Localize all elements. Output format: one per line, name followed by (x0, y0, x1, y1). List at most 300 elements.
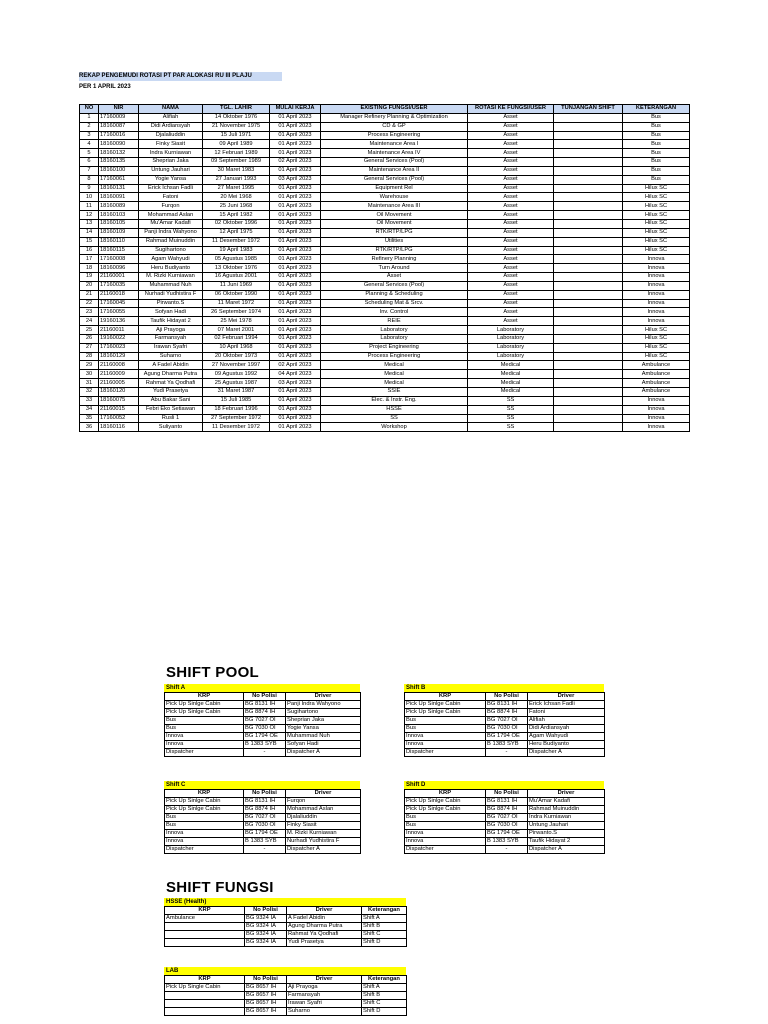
table-cell: Suharno (287, 1008, 362, 1016)
table-cell: Bus (405, 725, 486, 733)
table-cell: 01 April 2023 (270, 343, 321, 352)
table-cell: 18160116 (99, 423, 139, 432)
lab-body (165, 984, 407, 1016)
table-cell: 09 April 1989 (203, 140, 270, 149)
table-cell: 25 (80, 326, 99, 335)
table-cell: Innova (623, 255, 690, 264)
table-row (405, 822, 605, 830)
table-cell: 21160015 (99, 405, 139, 414)
table-cell: - (486, 749, 528, 757)
table-cell: Irawan Syafri (287, 1000, 362, 1008)
table-cell (554, 370, 623, 379)
table-cell: Scheduling Mat & Srcv. (321, 299, 468, 308)
table-cell: 04 April 2023 (270, 370, 321, 379)
table-row (165, 1008, 407, 1016)
table-cell: 01 April 2023 (270, 326, 321, 335)
table-cell: Pick Up Sinlge Cabin (165, 798, 244, 806)
table-cell: 29 (80, 361, 99, 370)
table-cell: Bus (165, 822, 244, 830)
table-cell: BG 1794 OE (486, 733, 528, 741)
shift-d-block (404, 781, 604, 854)
table-cell: Sugihartono (286, 709, 361, 717)
table-cell: Hilux SC (623, 193, 690, 202)
table-cell: 01 April 2023 (270, 423, 321, 432)
table-cell: 17160009 (99, 113, 139, 122)
table-cell: BG 9324 IA (245, 931, 287, 939)
table-cell: 3 (80, 131, 99, 140)
table-cell: Workshop (321, 423, 468, 432)
table-cell: 6 (80, 158, 99, 167)
hsse-body (165, 915, 407, 947)
table-cell: 24 (80, 317, 99, 326)
column-header: KRP (405, 790, 486, 798)
table-header-row (165, 976, 407, 984)
table-cell: 4 (80, 140, 99, 149)
table-cell: 10 April 1968 (203, 343, 270, 352)
table-cell: Innova (623, 414, 690, 423)
table-row (80, 334, 690, 343)
table-cell: Innova (405, 733, 486, 741)
table-cell: Asset (468, 166, 554, 175)
table-cell: BG 9324 IA (245, 923, 287, 931)
table-cell: Bus (623, 131, 690, 140)
table-cell: Erick Ichsan Fadli (139, 184, 203, 193)
table-cell: BG 7030 OI (486, 725, 528, 733)
table-cell: Asset (468, 140, 554, 149)
table-cell (165, 1008, 245, 1016)
table-cell: 27 November 1997 (203, 361, 270, 370)
table-cell: Sofyan Hadi (139, 308, 203, 317)
table-cell: Nurhadi Yudhistira F (286, 838, 361, 846)
table-cell: A Fadel Abidin (287, 915, 362, 923)
table-cell: Sheprian Jaka (286, 717, 361, 725)
table-cell (554, 184, 623, 193)
table-cell: Medical (468, 370, 554, 379)
table-row (405, 701, 605, 709)
table-cell: 18160109 (99, 228, 139, 237)
table-row (165, 741, 361, 749)
table-cell: Fatoni (139, 193, 203, 202)
table-cell: Manager Refinery Planning & Optimization (321, 113, 468, 122)
table-cell: 11 Maret 1972 (203, 299, 270, 308)
table-cell: Asset (468, 299, 554, 308)
table-cell: Erick Ichsan Fadli (528, 701, 605, 709)
table-cell (165, 923, 245, 931)
table-cell: REIE (321, 317, 468, 326)
table-cell (554, 113, 623, 122)
table-cell: Pirwanto.S (528, 830, 605, 838)
table-cell: 20 Mei 1968 (203, 193, 270, 202)
table-cell: Dispatcher (165, 749, 244, 757)
table-row (80, 379, 690, 388)
table-cell: Sugihartono (139, 246, 203, 255)
table-cell: Ambulance (165, 915, 245, 923)
table-cell: Furqon (286, 798, 361, 806)
table-cell: 8 (80, 175, 99, 184)
table-cell: Bus (165, 814, 244, 822)
table-cell: Laboratory (468, 334, 554, 343)
lab-table (164, 975, 407, 1016)
table-row (80, 361, 690, 370)
table-cell: Mohammad Aslan (139, 211, 203, 220)
table-cell: 01 April 2023 (270, 140, 321, 149)
table-row (165, 992, 407, 1000)
column-header: TGL. LAHIR (203, 105, 270, 114)
table-cell: Heru Budiyanto (139, 264, 203, 273)
table-cell: 01 April 2023 (270, 166, 321, 175)
table-cell: Hilux SC (623, 184, 690, 193)
table-cell (554, 334, 623, 343)
table-row (405, 749, 605, 757)
column-header: KRP (165, 790, 244, 798)
table-cell: Dispatcher A (286, 749, 361, 757)
table-cell: 12 (80, 211, 99, 220)
table-cell: 01 April 2023 (270, 149, 321, 158)
table-cell: BG 9324 IA (245, 915, 287, 923)
table-cell: Hilux SC (623, 343, 690, 352)
table-cell (165, 931, 245, 939)
table-cell: 33 (80, 396, 99, 405)
table-cell: 15 Juli 1971 (203, 131, 270, 140)
table-row (165, 1000, 407, 1008)
table-cell: 15 (80, 237, 99, 246)
table-cell: 01 April 2023 (270, 122, 321, 131)
table-cell: CD & GP (321, 122, 468, 131)
table-row (405, 798, 605, 806)
table-cell: Hilux SC (623, 334, 690, 343)
table-cell: Mu'Amar Kadafi (528, 798, 605, 806)
table-cell: Asset (321, 273, 468, 282)
table-cell: Pick Up Sinlge Cabin (405, 806, 486, 814)
table-cell: SS (321, 414, 468, 423)
table-cell: Shift B (362, 923, 407, 931)
table-cell: 01 April 2023 (270, 228, 321, 237)
table-row (80, 299, 690, 308)
table-cell: BG 8131 IH (244, 798, 286, 806)
table-cell: 18160131 (99, 184, 139, 193)
table-cell: Sofyan Hadi (286, 741, 361, 749)
table-cell: Dispatcher A (528, 846, 605, 854)
table-cell (554, 423, 623, 432)
shift-a-table (164, 692, 361, 757)
table-cell: 15 Juli 1985 (203, 396, 270, 405)
table-cell: Asset (468, 255, 554, 264)
table-cell: Asset (468, 264, 554, 273)
table-cell: BG 7027 OI (486, 814, 528, 822)
table-cell: Taufik Hidayat 2 (139, 317, 203, 326)
table-cell: 17160035 (99, 281, 139, 290)
table-cell: 09 Agustus 1992 (203, 370, 270, 379)
table-cell: Fatoni (528, 709, 605, 717)
table-cell: BG 7027 OI (244, 717, 286, 725)
table-cell: B 1383 SYB (486, 741, 528, 749)
column-header: No Polisi (245, 907, 287, 915)
column-header: Keterangan (362, 976, 407, 984)
table-cell (554, 388, 623, 397)
table-cell: Innova (623, 405, 690, 414)
table-cell: 17160055 (99, 308, 139, 317)
table-cell: 19160022 (99, 334, 139, 343)
table-cell (554, 414, 623, 423)
table-row (80, 211, 690, 220)
table-row (165, 717, 361, 725)
table-cell: 26 September 1974 (203, 308, 270, 317)
table-cell: Innova (405, 830, 486, 838)
report-title: REKAP PENGEMUDI ROTASI PT PAR ALOKASI RU III PLAJU (79, 72, 282, 81)
table-cell: - (486, 846, 528, 854)
table-cell: Alifiah (139, 113, 203, 122)
table-row (80, 158, 690, 167)
table-row (80, 308, 690, 317)
table-cell: Asset (468, 281, 554, 290)
table-cell: Bus (623, 149, 690, 158)
table-cell: 18160075 (99, 396, 139, 405)
table-cell: BG 7027 OI (486, 717, 528, 725)
table-cell: Maintenance Area III (321, 202, 468, 211)
table-row (165, 915, 407, 923)
table-row (165, 798, 361, 806)
column-header: EXISTING FUNGSI/USER (321, 105, 468, 114)
table-cell: Furqon (139, 202, 203, 211)
table-cell: 20 Oktober 1973 (203, 352, 270, 361)
table-cell (554, 299, 623, 308)
table-cell: M. Rizki Kurniawan (286, 830, 361, 838)
table-cell: Farmansyah (139, 334, 203, 343)
table-cell: Pirwanto.S (139, 299, 203, 308)
table-cell: Innova (165, 733, 244, 741)
table-cell: Medical (468, 361, 554, 370)
table-row (165, 984, 407, 992)
column-header: Keterangan (362, 907, 407, 915)
table-cell: 25 Juni 1968 (203, 202, 270, 211)
table-cell: 22 (80, 299, 99, 308)
table-cell: Bus (405, 822, 486, 830)
table-cell: 01 April 2023 (270, 202, 321, 211)
table-cell: SSIE (321, 388, 468, 397)
table-row (165, 709, 361, 717)
table-cell: Suharno (139, 352, 203, 361)
table-cell: Warehouse (321, 193, 468, 202)
column-header: NAMA (139, 105, 203, 114)
table-cell: Elec. & Instr. Eng. (321, 396, 468, 405)
table-cell: 31 (80, 379, 99, 388)
table-cell: Heru Budiyanto (528, 741, 605, 749)
column-header: No Polisi (486, 790, 528, 798)
table-cell: Untung Jauhari (528, 822, 605, 830)
table-row (80, 326, 690, 335)
table-cell: Agam Wahyudi (139, 255, 203, 264)
table-cell: Shift C (362, 1000, 407, 1008)
table-cell: 31 Maret 1987 (203, 388, 270, 397)
table-cell: 21160001 (99, 273, 139, 282)
table-cell (554, 255, 623, 264)
table-cell: RTK/RTP/LPG (321, 246, 468, 255)
lab-caption: LAB (164, 967, 406, 975)
table-cell: 18160132 (99, 149, 139, 158)
table-cell: BG 8657 IH (245, 1008, 287, 1016)
table-cell: 09 September 1989 (203, 158, 270, 167)
table-cell (554, 149, 623, 158)
table-cell: General Services (Pool) (321, 281, 468, 290)
table-cell: 21160009 (99, 370, 139, 379)
table-cell: 18160115 (99, 246, 139, 255)
table-cell: Asset (468, 273, 554, 282)
table-row (165, 931, 407, 939)
table-cell (554, 405, 623, 414)
table-cell: Innova (165, 741, 244, 749)
table-row (80, 388, 690, 397)
table-cell: BG 8657 IH (245, 992, 287, 1000)
driver-rotation-table (79, 104, 690, 432)
table-cell: 03 April 2023 (270, 379, 321, 388)
table-cell: 17160061 (99, 175, 139, 184)
table-row (405, 733, 605, 741)
table-cell: Process Engineering (321, 131, 468, 140)
table-cell: 02 Februari 1994 (203, 334, 270, 343)
table-cell: 06 Oktober 1990 (203, 290, 270, 299)
column-header: ROTASI KE FUNGSI/USER (468, 105, 554, 114)
table-row (80, 149, 690, 158)
table-cell: 18160103 (99, 211, 139, 220)
table-cell: 19 April 1983 (203, 246, 270, 255)
table-cell: Shift A (362, 915, 407, 923)
table-cell: 01 April 2023 (270, 308, 321, 317)
table-cell (554, 237, 623, 246)
table-cell: Asset (468, 290, 554, 299)
table-cell: 18160110 (99, 237, 139, 246)
table-cell (554, 281, 623, 290)
column-header: Driver (287, 907, 362, 915)
table-cell: BG 8131 IH (486, 798, 528, 806)
table-cell (554, 264, 623, 273)
table-cell: Planning & Scheduling (321, 290, 468, 299)
table-cell: 01 April 2023 (270, 131, 321, 140)
table-row (80, 122, 690, 131)
table-cell: SS (468, 414, 554, 423)
table-cell: Hilux SC (623, 219, 690, 228)
table-cell: Medical (321, 379, 468, 388)
table-row (165, 846, 361, 854)
table-cell: 16 (80, 246, 99, 255)
table-cell (554, 290, 623, 299)
table-cell: Innova (623, 290, 690, 299)
table-row (80, 396, 690, 405)
column-header: No Polisi (244, 693, 286, 701)
table-cell: 27 September 1972 (203, 414, 270, 423)
table-row (80, 113, 690, 122)
table-row (165, 830, 361, 838)
column-header: No Polisi (244, 790, 286, 798)
table-cell: Taufik Hidayat 2 (528, 838, 605, 846)
table-cell (554, 140, 623, 149)
table-cell: 18 Februari 1996 (203, 405, 270, 414)
table-cell: Inv. Control (321, 308, 468, 317)
table-row (80, 405, 690, 414)
table-cell: Asset (468, 228, 554, 237)
table-cell: 02 April 2023 (270, 158, 321, 167)
table-row (165, 923, 407, 931)
table-row (80, 184, 690, 193)
table-cell: Laboratory (468, 352, 554, 361)
table-cell: B 1383 SYB (244, 838, 286, 846)
shift-c-block (164, 781, 360, 854)
table-cell: Rahmat Ya Qodhafi (139, 379, 203, 388)
table-row (405, 830, 605, 838)
table-row (80, 273, 690, 282)
table-cell: Laboratory (468, 343, 554, 352)
table-cell: Yogie Yansa (139, 175, 203, 184)
table-cell: 27 Maret 1995 (203, 184, 270, 193)
table-cell: 01 April 2023 (270, 317, 321, 326)
table-cell: 19 (80, 273, 99, 282)
table-cell: Bus (623, 166, 690, 175)
table-cell: Bus (623, 122, 690, 131)
table-cell: 11 Desember 1972 (203, 423, 270, 432)
table-cell (554, 228, 623, 237)
table-cell: 9 (80, 184, 99, 193)
table-cell: Pick Up Sinlge Cabin (405, 709, 486, 717)
table-cell: Pick Up Single Cabin (165, 984, 245, 992)
table-cell: Yudi Prasetya (287, 939, 362, 947)
table-cell: Asset (468, 149, 554, 158)
table-row (405, 838, 605, 846)
table-cell: BG 8131 IH (486, 701, 528, 709)
table-cell: Dispatcher (405, 749, 486, 757)
table-row (80, 414, 690, 423)
table-cell: Rahmat Ya Qodhafi (287, 931, 362, 939)
table-cell: Finky Siasit (286, 822, 361, 830)
column-header: KRP (165, 976, 245, 984)
table-cell: 02 Oktober 1996 (203, 219, 270, 228)
table-header-row (165, 790, 361, 798)
column-header: MULAI KERJA (270, 105, 321, 114)
table-cell: 11 Desember 1972 (203, 237, 270, 246)
table-cell: 12 April 1975 (203, 228, 270, 237)
table-cell: Oil Movement (321, 219, 468, 228)
table-cell: 5 (80, 149, 99, 158)
table-cell: Didi Ardiansyah (139, 122, 203, 131)
table-row (80, 317, 690, 326)
table-cell: Pick Up Sinlge Cabin (165, 701, 244, 709)
table-cell: 11 (80, 202, 99, 211)
table-row (80, 131, 690, 140)
table-cell: 20 (80, 281, 99, 290)
table-cell: 18160087 (99, 122, 139, 131)
table-cell: 23 (80, 308, 99, 317)
table-cell: RTK/RTP/LPG (321, 228, 468, 237)
table-cell: - (244, 846, 286, 854)
table-cell: 01 April 2023 (270, 184, 321, 193)
table-cell: Indra Kurniawan (528, 814, 605, 822)
table-cell: Hilux SC (623, 246, 690, 255)
table-cell: 18160129 (99, 352, 139, 361)
table-cell: BG 8874 IH (486, 709, 528, 717)
table-cell: 1 (80, 113, 99, 122)
table-cell: BG 8874 IH (244, 709, 286, 717)
table-cell (554, 308, 623, 317)
column-header: NO (80, 105, 99, 114)
table-cell (554, 379, 623, 388)
table-row (405, 814, 605, 822)
table-cell: Nurhadi Yudhistira F (139, 290, 203, 299)
table-cell: Didi Ardiansyah (528, 725, 605, 733)
table-cell: 18160135 (99, 158, 139, 167)
table-cell: 25 Mei 1978 (203, 317, 270, 326)
column-header: KRP (165, 907, 245, 915)
table-cell (554, 202, 623, 211)
table-cell: Utilities (321, 237, 468, 246)
table-cell: BG 7030 OI (486, 822, 528, 830)
